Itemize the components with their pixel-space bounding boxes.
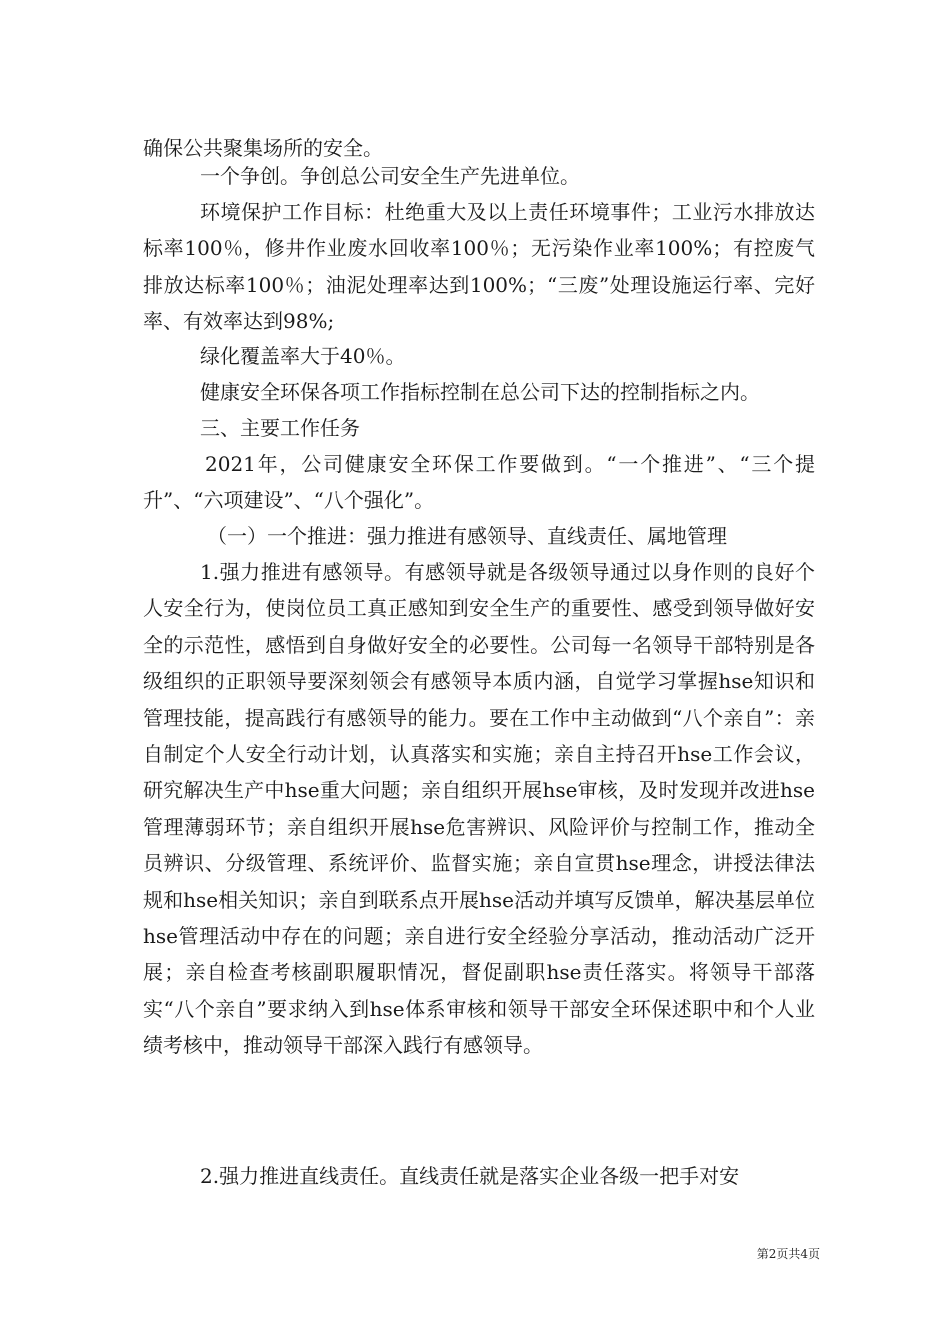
paragraph-5: 健康安全环保各项工作指标控制在总公司下达的控制指标之内。 — [200, 380, 760, 404]
paragraph-2: 一个争创。争创总公司安全生产先进单位。 — [200, 164, 580, 188]
paragraph-4: 绿化覆盖率大于40％。 — [200, 344, 406, 368]
section-heading: 三、主要工作任务 — [200, 416, 360, 440]
paragraph-3: 环境保护工作目标：杜绝重大及以上责任环境事件；工业污水排放达标率100％，修井作业废水回收率100％；无污染作业率100%；有控废气排放达标率100％；油泥处理率达到100%；“三废”处理设施运行率、完好率、有效率达到98%; — [143, 200, 815, 334]
paragraph-8: 2.强力推进直线责任。直线责任就是落实企业各级一把手对安 — [200, 1164, 740, 1188]
page-number: 第2页共4页 — [756, 1247, 820, 1261]
paragraph-1: 确保公共聚集场所的安全。 — [143, 136, 383, 160]
paragraph-7: 1.强力推进有感领导。有感领导就是各级领导通过以身作则的良好个人安全行为，使岗位员工真正感知到安全生产的重要性、感受到领导做好安全的示范性，感悟到自身做好安全的必要性。公司每一名领导干部特别是各级组织的正职领导要深刻领会有感领导本质内涵，自觉学习掌握hse知识和管理技能，提高践行有感领导的能力。要在工作中主动做到“八个亲自”：亲自制定个人安全行动计划，认真落实和实施；亲自主持召开hse工作会议，研究解决生产中hse重大问题；亲自组织开展hse审核，及时发现并改进hse管理薄弱环节；亲自组织开展hse危害辨识、风险评价与控制工作，推动全员辨识、分级管理、系统评价、监督实施；亲自宣贯hse理念，讲授法律法规和hse相关知识；亲自到联系点开展hse活动并填写反馈单，解决基层单位hse管理活动中存在的问题；亲自进行安全经验分享活动，推动活动广泛开展；亲自检查考核副职履职情况，督促副职hse责任落实。将领导干部落实“八个亲自”要求纳入到hse体系审核和领导干部安全环保述职中和个人业绩考核中，推动领导干部深入践行有感领导。 — [143, 560, 815, 1058]
paragraph-6: 2021年，公司健康安全环保工作要做到。“一个推进”、“三个提升”、“六项建设”、“八个强化”。 — [143, 452, 815, 513]
subsection-heading: （一）一个推进：强力推进有感领导、直线责任、属地管理 — [207, 524, 727, 548]
